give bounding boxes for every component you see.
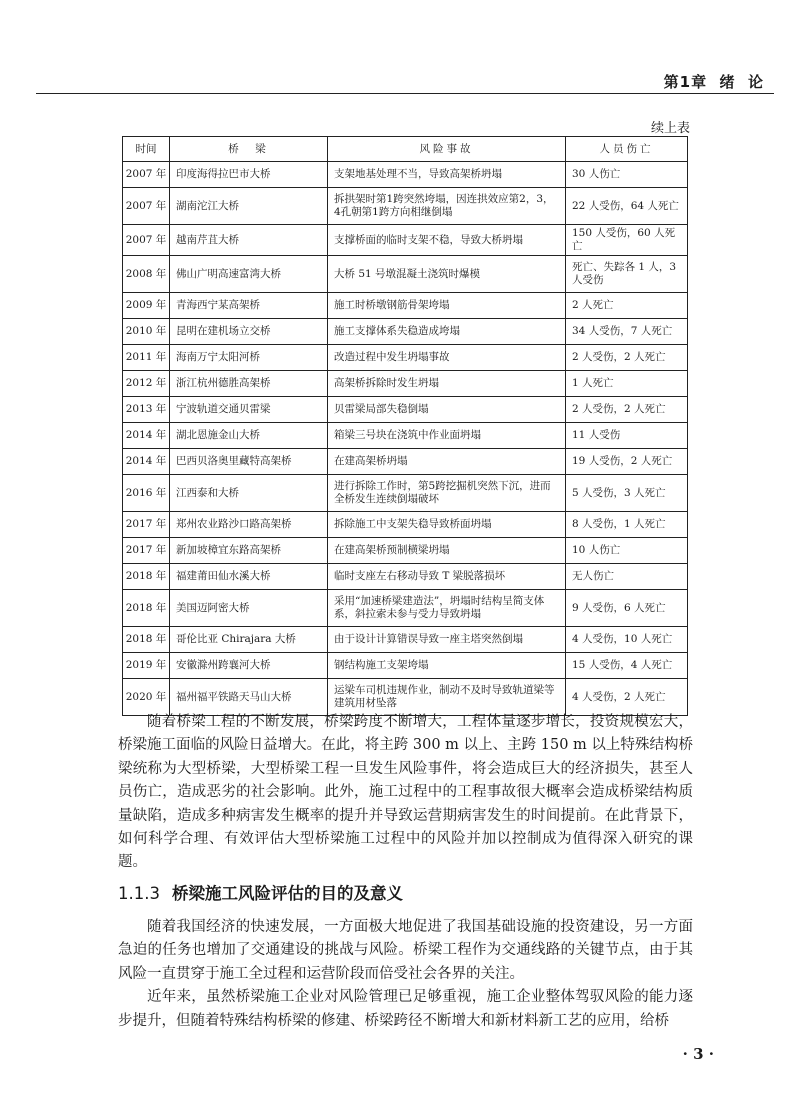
cell-bridge: 新加坡樟宜东路高架桥 [170,538,328,564]
cell-year: 2017 年 [123,538,170,564]
cell-casualty: 4 人受伤，2 人死亡 [566,679,688,716]
cell-bridge: 巴西贝洛奥里藏特高架桥 [170,449,328,475]
column-header-accident: 风险事故 [328,137,566,162]
cell-accident: 由于设计计算错误导致一座主塔突然倒塌 [328,627,566,653]
cell-casualty: 2 人受伤，2 人死亡 [566,397,688,423]
cell-casualty: 9 人受伤，6 人死亡 [566,590,688,627]
cell-year: 2020 年 [123,679,170,716]
cell-year: 2007 年 [123,225,170,256]
cell-year: 2011 年 [123,345,170,371]
table-row [123,293,688,319]
cell-casualty: 2 人死亡 [566,293,688,319]
cell-casualty: 2 人受伤，2 人死亡 [566,345,688,371]
table-row [123,319,688,345]
cell-casualty: 34 人受伤，7 人死亡 [566,319,688,345]
paragraph-text: 随着我国经济的快速发展，一方面极大地促进了我国基础设施的投资建设，另一方面急迫的任务也增加了交通建设的挑战与风险。桥梁工程作为交通线路的关键节点，由于其风险一直贯穿于施工全过程和运营阶段而倍受社会各界的关注。 [118,919,693,982]
cell-casualty: 1 人死亡 [566,371,688,397]
cell-bridge: 哥伦比亚 Chirajara 大桥 [170,627,328,653]
table-row [123,225,688,256]
cell-bridge: 美国迈阿密大桥 [170,590,328,627]
cell-bridge: 昆明在建机场立交桥 [170,319,328,345]
cell-accident: 高架桥拆除时发生坍塌 [328,371,566,397]
cell-year: 2016 年 [123,475,170,512]
section-heading [118,880,403,904]
cell-year: 2007 年 [123,188,170,225]
cell-casualty: 8 人受伤，1 人死亡 [566,512,688,538]
cell-accident: 贝雷梁局部失稳倒塌 [328,397,566,423]
table-row [123,162,688,188]
cell-accident: 箱梁三号块在浇筑中作业面坍塌 [328,423,566,449]
header-rule [36,93,774,94]
cell-bridge: 福建莆田仙水溪大桥 [170,564,328,590]
cell-accident: 进行拆除工作时，第5跨挖掘机突然下沉，进而全桥发生连续倒塌破坏 [328,475,566,512]
cell-accident: 拆除施工中支架失稳导致桥面坍塌 [328,512,566,538]
cell-year: 2017 年 [123,512,170,538]
cell-year: 2018 年 [123,564,170,590]
cell-bridge: 郑州农业路沙口路高架桥 [170,512,328,538]
cell-year: 2014 年 [123,423,170,449]
cell-accident: 在建高架桥预制横梁坍塌 [328,538,566,564]
cell-year: 2014 年 [123,449,170,475]
table-row [123,449,688,475]
cell-casualty: 30 人伤亡 [566,162,688,188]
table-row [123,653,688,679]
cell-casualty: 150 人受伤，60 人死亡 [566,225,688,256]
cell-year: 2008 年 [123,256,170,293]
cell-accident: 钢结构施工支架垮塌 [328,653,566,679]
cell-year: 2010 年 [123,319,170,345]
table-row [123,627,688,653]
cell-year: 2013 年 [123,397,170,423]
cell-bridge: 江西泰和大桥 [170,475,328,512]
section-number: 1.1.3 [118,884,160,903]
section-title: 桥梁施工风险评估的目的及意义 [171,884,403,903]
cell-accident: 在建高架桥坍塌 [328,449,566,475]
cell-bridge: 印度海得拉巴市大桥 [170,162,328,188]
cell-accident: 运梁车司机违规作业，制动不及时导致轨道梁等建筑用材坠落 [328,679,566,716]
cell-bridge: 宁波轨道交通贝雷梁 [170,397,328,423]
table-row [123,590,688,627]
chapter-header: 第1章 绪 论 [663,73,764,91]
cell-casualty: 死亡、失踪各 1 人，3 人受伤 [566,256,688,293]
cell-bridge: 海南万宁太阳河桥 [170,345,328,371]
column-header-year: 时间 [123,137,170,162]
cell-year: 2018 年 [123,590,170,627]
cell-casualty: 22 人受伤，64 人死亡 [566,188,688,225]
table-row [123,397,688,423]
table-header-row [123,137,688,162]
table-row [123,564,688,590]
cell-casualty: 5 人受伤，3 人死亡 [566,475,688,512]
cell-bridge: 浙江杭州德胜高架桥 [170,371,328,397]
cell-year: 2018 年 [123,627,170,653]
column-header-casualty: 人员伤亡 [566,137,688,162]
cell-casualty: 19 人受伤，2 人死亡 [566,449,688,475]
cell-casualty: 15 人受伤，4 人死亡 [566,653,688,679]
paragraph-text: 随着桥梁工程的不断发展，桥梁跨度不断增大，工程体量逐步增长，投资规模宏大，桥梁施工面临的风险日益增大。在此，将主跨 300 m 以上、主跨 150 m 以上特殊结构桥梁统称为大型桥梁，大型桥梁工程一旦发生风险事件，将会造成巨大的经济损失，甚至人员伤亡，造成恶劣的社会影响。此外，施工过程中的工程事故很大概率会造成桥梁结构质量缺陷，造成多种病害发生概率的提升并导致运营期病害发生的时间提前。在此背景下，如何科学合理、有效评估大型桥梁施工过程中的风险并加以控制成为值得深入研究的课题。 [118,714,693,871]
cell-bridge: 福州福平铁路天马山大桥 [170,679,328,716]
table-row [123,475,688,512]
cell-year: 2012 年 [123,371,170,397]
cell-year: 2009 年 [123,293,170,319]
cell-casualty: 4 人受伤，10 人死亡 [566,627,688,653]
body-paragraphs-2 [118,916,693,1033]
cell-casualty: 10 人伤亡 [566,538,688,564]
cell-year: 2007 年 [123,162,170,188]
table-continued-label: 续上表 [650,121,690,136]
table-row [123,188,688,225]
cell-year: 2019 年 [123,653,170,679]
paragraph-text: 近年来，虽然桥梁施工企业对风险管理已足够重视，施工企业整体驾驭风险的能力逐步提升，但随着特殊结构桥梁的修建、桥梁跨径不断增大和新材料新工艺的应用，给桥 [118,989,693,1029]
table-row [123,512,688,538]
cell-accident: 拆拱架时第1跨突然垮塌，因连拱效应第2，3，4孔朝第1跨方向相继倒塌 [328,188,566,225]
column-header-bridge: 桥 梁 [170,137,328,162]
cell-bridge: 湖南沱江大桥 [170,188,328,225]
cell-accident: 支架地基处理不当，导致高架桥坍塌 [328,162,566,188]
cell-bridge: 青海西宁某高架桥 [170,293,328,319]
table-row [123,345,688,371]
table-row [123,679,688,716]
cell-accident: 改造过程中发生坍塌事故 [328,345,566,371]
cell-accident: 施工时桥墩钢筋骨架垮塌 [328,293,566,319]
cell-casualty: 11 人受伤 [566,423,688,449]
cell-accident: 大桥 51 号墩混凝土浇筑时爆模 [328,256,566,293]
bridge-accident-table [122,136,688,716]
table-body [123,162,688,716]
body-paragraph-1 [118,711,693,875]
table-row [123,371,688,397]
cell-bridge: 湖北恩施金山大桥 [170,423,328,449]
cell-bridge: 佛山广明高速富湾大桥 [170,256,328,293]
cell-accident: 施工支撑体系失稳造成垮塌 [328,319,566,345]
cell-bridge: 安徽滁州跨襄河大桥 [170,653,328,679]
table-row [123,423,688,449]
table-row [123,538,688,564]
cell-accident: 临时支座左右移动导致 T 梁脱落损坏 [328,564,566,590]
cell-bridge: 越南芹苴大桥 [170,225,328,256]
cell-accident: 支撑桥面的临时支架不稳，导致大桥坍塌 [328,225,566,256]
cell-accident: 采用“加速桥梁建造法”，坍塌时结构呈简支体系，斜拉索未参与受力导致坍塌 [328,590,566,627]
cell-casualty: 无人伤亡 [566,564,688,590]
page-number: · 3 · [682,1045,714,1063]
table-row [123,256,688,293]
